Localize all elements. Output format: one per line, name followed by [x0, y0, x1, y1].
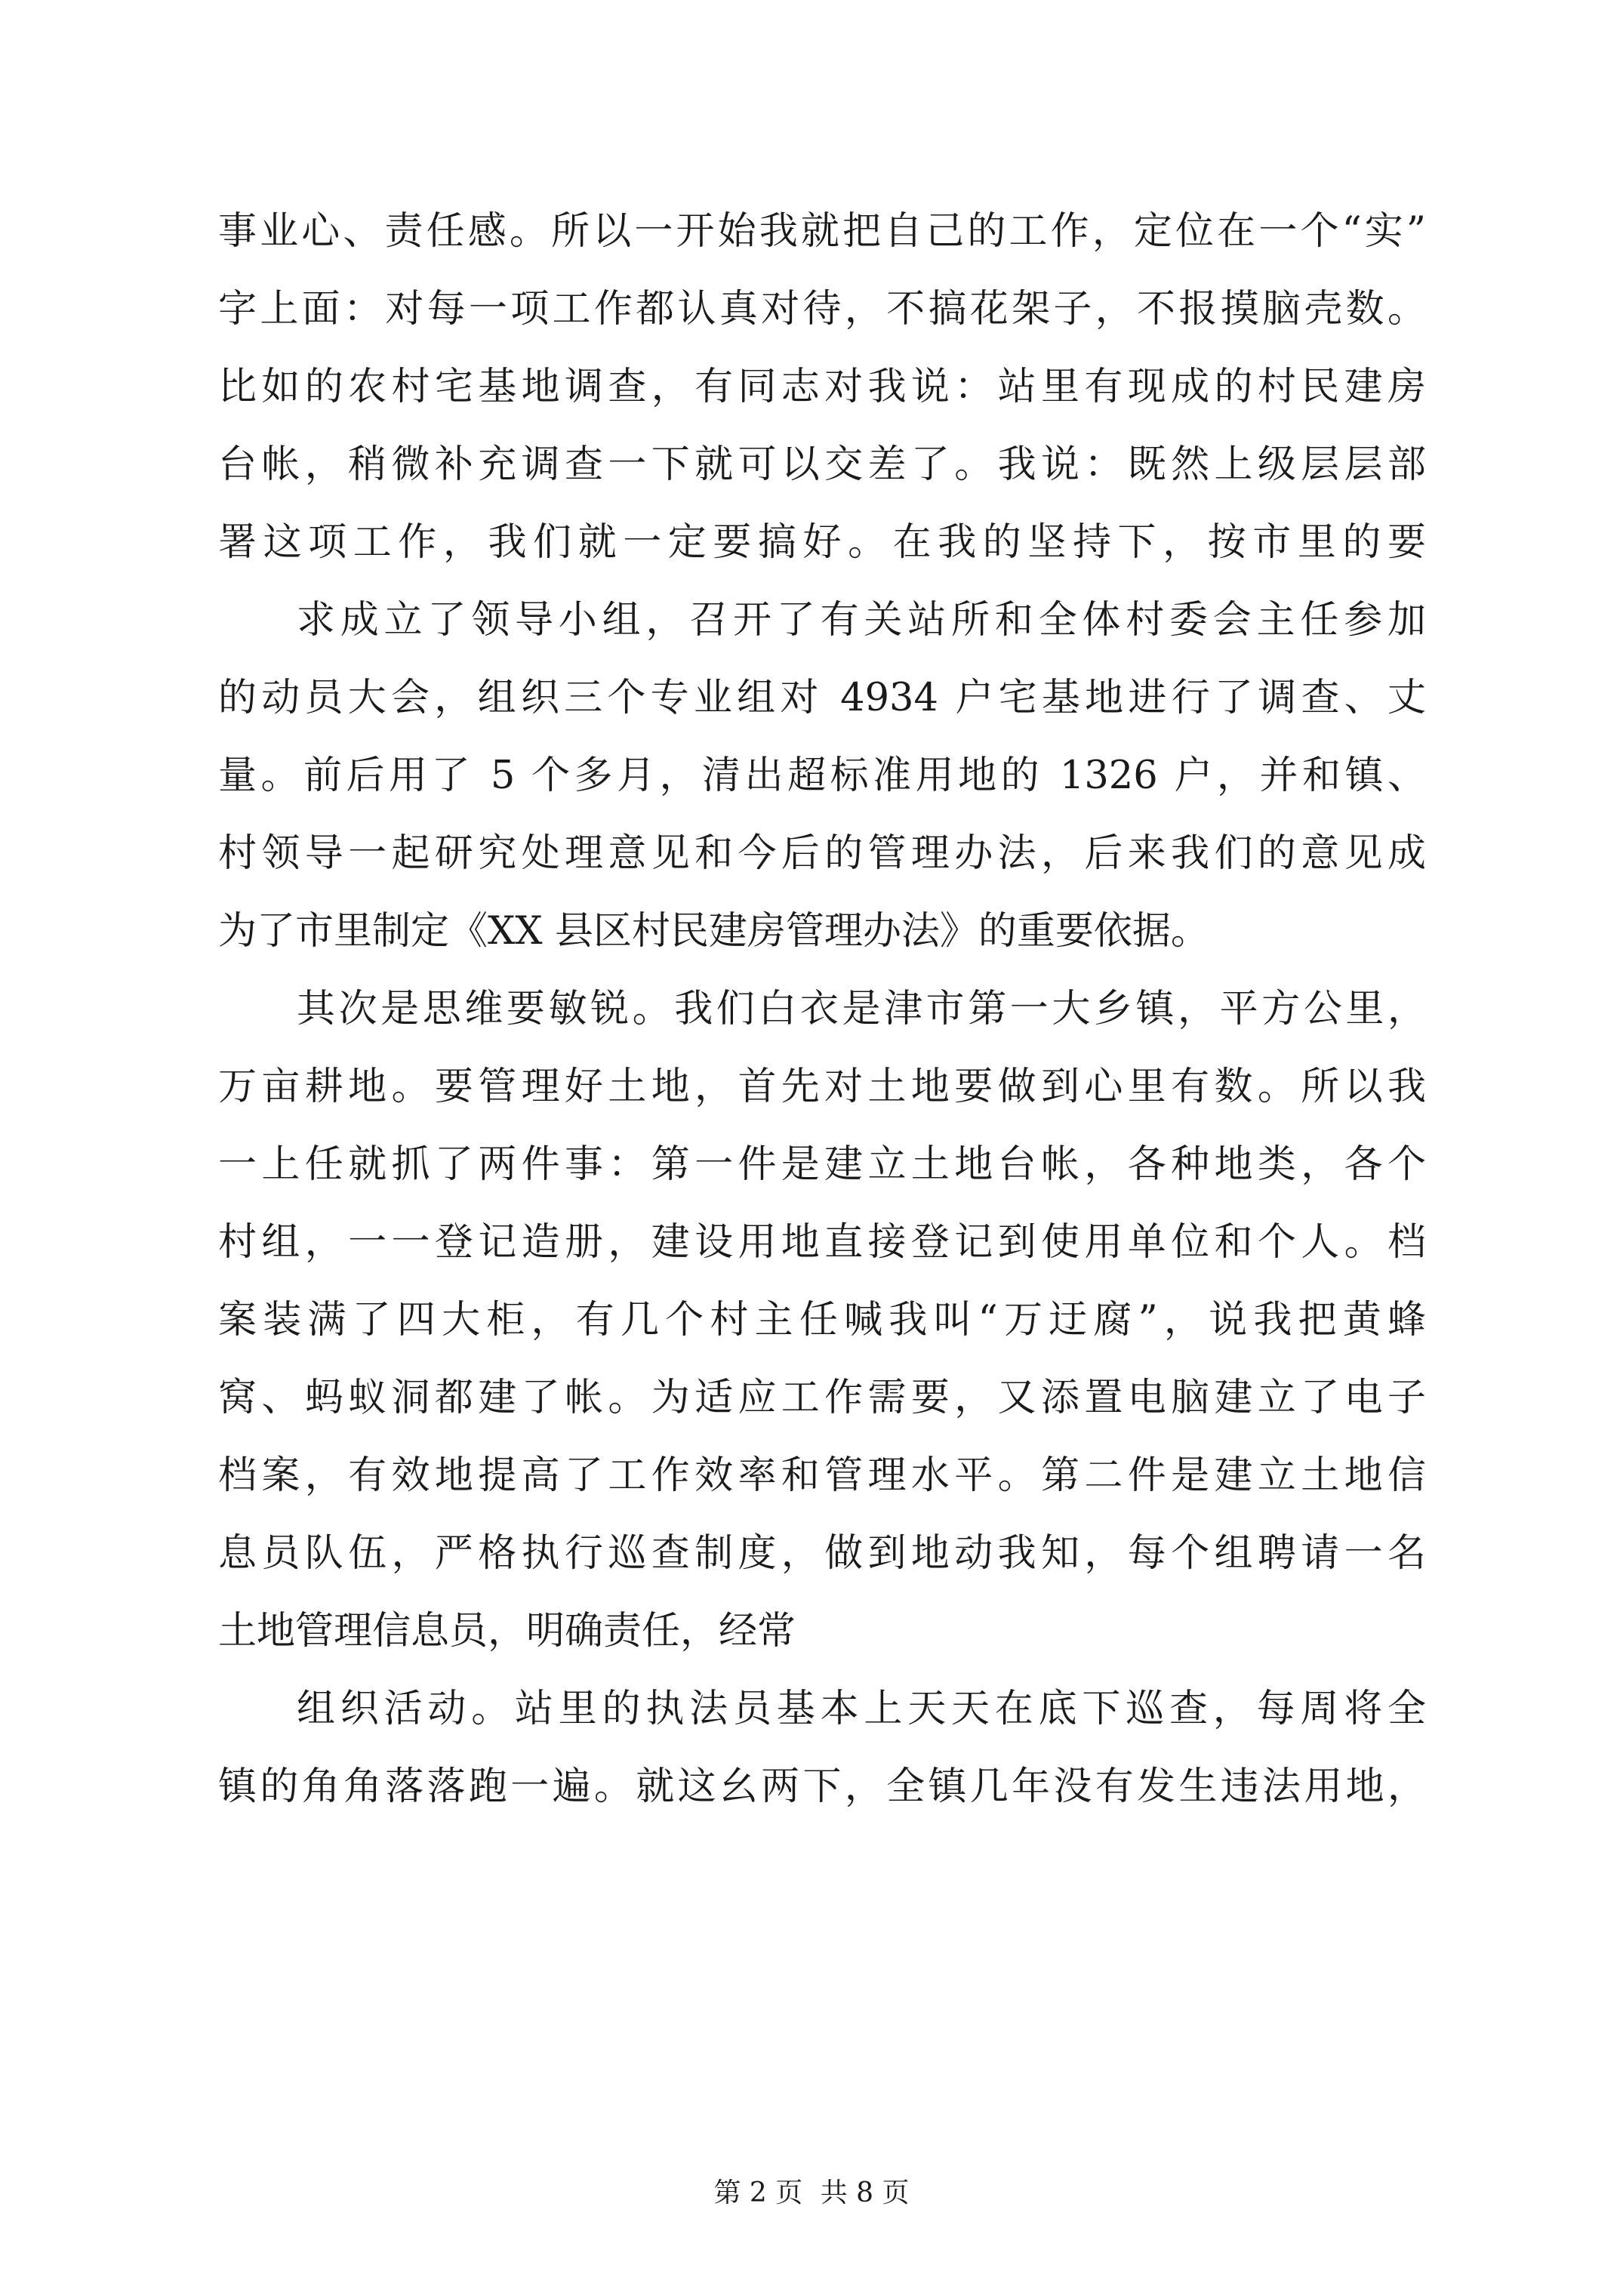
text-line-5: 署这项工作，我们就一定要搞好。在我的坚持下，按市里的要 [218, 520, 1426, 565]
body-text [218, 193, 1426, 1826]
page-number: 第 2 页 [713, 2177, 803, 2208]
text-line-10: 为了市里制定《XX 县区村民建房管理办法》的重要依据。 [218, 909, 1209, 954]
text-line-6: 求成立了领导小组，召开了有关站所和全体村委会主任参加 [297, 598, 1426, 643]
page-total: 共 8 页 [820, 2177, 910, 2208]
text-line-19: 土地管理信息员，明确责任，经常 [218, 1609, 796, 1653]
text-line-14: 村组，一一登记造册，建设用地直接登记到使用单位和个人。档 [218, 1220, 1426, 1265]
text-line-1: 事业心、责任感。所以一开始我就把自己的工作，定位在一个“实” [218, 209, 1426, 254]
text-line-13: 一上任就抓了两件事：第一件是建立土地台帐，各种地类，各个 [218, 1142, 1426, 1187]
text-line-12: 万亩耕地。要管理好土地，首先对土地要做到心里有数。所以我 [218, 1065, 1426, 1109]
text-line-8: 量。前后用了 5 个多月，清出超标准用地的 1326 户，并和镇、 [218, 754, 1426, 798]
text-line-16: 窝、蚂蚁洞都建了帐。为适应工作需要，又添置电脑建立了电子 [218, 1376, 1426, 1420]
text-line-15: 案装满了四大柜，有几个村主任喊我叫“万迂腐”，说我把黄蜂 [218, 1298, 1426, 1342]
text-line-7: 的动员大会，组织三个专业组对 4934 户宅基地进行了调查、丈 [218, 676, 1426, 720]
text-line-18: 息员队伍，严格执行巡查制度，做到地动我知，每个组聘请一名 [218, 1531, 1426, 1576]
text-line-20: 组织活动。站里的执法员基本上天天在底下巡查，每周将全 [297, 1687, 1426, 1731]
text-line-21: 镇的角角落落跑一遍。就这幺两下，全镇几年没有发生违法用地， [218, 1764, 1426, 1809]
text-line-2: 字上面：对每一项工作都认真对待，不搞花架子，不报摸脑壳数。 [218, 287, 1426, 331]
text-line-11: 其次是思维要敏锐。我们白衣是津市第一大乡镇，平方公里， [297, 987, 1426, 1031]
page-footer [0, 2174, 1623, 2212]
text-line-9: 村领导一起研究处理意见和今后的管理办法，后来我们的意见成 [218, 831, 1426, 876]
text-line-4: 台帐，稍微补充调查一下就可以交差了。我说：既然上级层层部 [218, 442, 1426, 487]
text-line-17: 档案，有效地提高了工作效率和管理水平。第二件是建立土地信 [218, 1453, 1426, 1498]
text-line-3: 比如的农村宅基地调查，有同志对我说：站里有现成的村民建房 [218, 365, 1426, 409]
